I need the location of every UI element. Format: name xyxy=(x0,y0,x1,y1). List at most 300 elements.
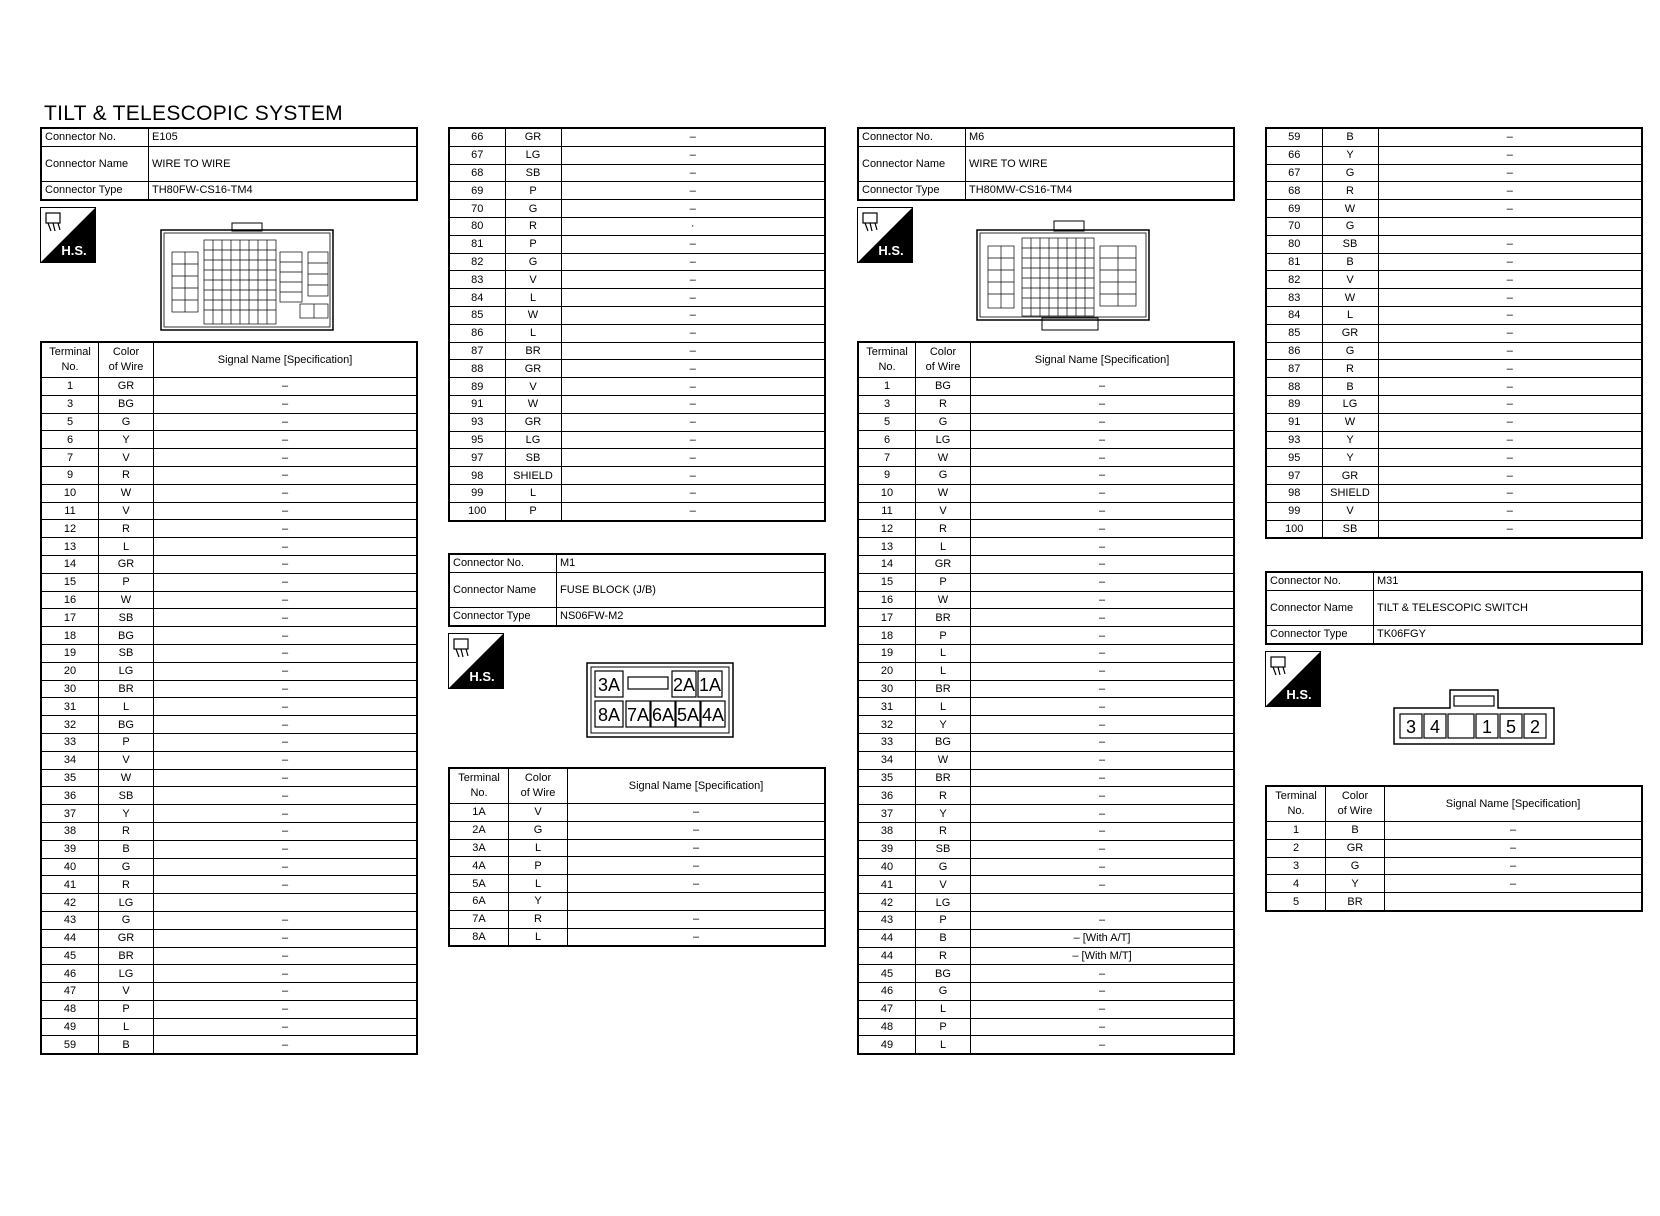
terminal-no-cell: 67 xyxy=(1266,164,1322,182)
table-row xyxy=(1266,164,1642,182)
m31-rows xyxy=(1266,822,1642,911)
table-row xyxy=(858,609,1234,627)
wire-color-cell: BR xyxy=(505,342,561,360)
table-row xyxy=(41,787,417,805)
terminal-no-cell: 13 xyxy=(858,538,916,556)
table-row xyxy=(858,662,1234,680)
signal-name-cell: – xyxy=(561,360,825,378)
wire-color-cell: B xyxy=(1322,253,1378,271)
terminal-header: Terminal No. xyxy=(1266,786,1326,822)
table-row xyxy=(1266,217,1642,235)
signal-name-cell: – xyxy=(568,821,826,839)
terminal-no-cell: 6 xyxy=(858,431,916,449)
terminal-no-cell: 32 xyxy=(41,716,99,734)
wire-color-cell: V xyxy=(99,983,154,1001)
signal-name-cell: – xyxy=(1378,431,1642,449)
terminal-no-cell: 15 xyxy=(41,573,99,591)
signal-header: Signal Name [Specification] xyxy=(568,768,826,804)
wire-color-cell: L xyxy=(509,928,568,946)
terminal-no-cell: 19 xyxy=(41,644,99,662)
terminal-no-cell: 48 xyxy=(858,1018,916,1036)
signal-name-cell: – xyxy=(1378,164,1642,182)
terminal-no-cell: 36 xyxy=(858,787,916,805)
table-row xyxy=(41,751,417,769)
signal-name-cell: – xyxy=(154,983,418,1001)
signal-name-cell: – xyxy=(971,484,1235,502)
wire-color-cell: Y xyxy=(916,716,971,734)
terminal-no-cell: 1A xyxy=(449,804,509,822)
m6-terminal-table xyxy=(857,341,1235,1055)
harness-side-icon xyxy=(1265,651,1321,707)
table-row xyxy=(41,627,417,645)
signal-name-cell: – xyxy=(154,965,418,983)
signal-name-cell: – xyxy=(568,875,826,893)
e105-terminal-table-continued xyxy=(448,127,826,522)
signal-name-cell: – xyxy=(971,591,1235,609)
wire-color-cell: BR xyxy=(916,769,971,787)
signal-name-cell: – xyxy=(154,698,418,716)
table-row xyxy=(858,502,1234,520)
terminal-no-cell: 2A xyxy=(449,821,509,839)
signal-name-cell: – xyxy=(971,466,1235,484)
terminal-no-cell: 9 xyxy=(41,466,99,484)
signal-name-cell: – xyxy=(971,520,1235,538)
table-row xyxy=(858,840,1234,858)
terminal-no-cell: 11 xyxy=(858,502,916,520)
table-row xyxy=(1266,893,1642,911)
table-row xyxy=(41,520,417,538)
pin-label: 6A xyxy=(651,705,675,725)
terminal-no-cell: 10 xyxy=(858,484,916,502)
terminal-no-cell: 15 xyxy=(858,573,916,591)
wire-color-cell: BR xyxy=(916,680,971,698)
signal-name-cell: – xyxy=(154,876,418,894)
terminal-no-cell: 1 xyxy=(1266,822,1326,840)
terminal-no-cell: 44 xyxy=(858,947,916,965)
wire-color-cell: R xyxy=(916,395,971,413)
e105-cont-rows xyxy=(449,128,825,521)
terminal-no-cell: 68 xyxy=(1266,182,1322,200)
connector-name-value: WIRE TO WIRE xyxy=(149,146,418,181)
wire-color-cell: GR xyxy=(916,555,971,573)
table-row xyxy=(41,502,417,520)
table-row xyxy=(1266,431,1642,449)
signal-name-cell: – xyxy=(1378,253,1642,271)
terminal-no-cell: 36 xyxy=(41,787,99,805)
terminal-no-cell: 85 xyxy=(449,306,505,324)
wire-color-cell: BG xyxy=(916,378,971,396)
m6-rows xyxy=(858,378,1234,1055)
signal-name-cell: – xyxy=(154,413,418,431)
signal-name-cell: – xyxy=(154,484,418,502)
wire-color-cell: L xyxy=(916,662,971,680)
signal-name-cell: – xyxy=(1378,484,1642,502)
table-row xyxy=(1266,128,1642,146)
table-row xyxy=(449,271,825,289)
table-row xyxy=(449,484,825,502)
signal-name-cell: – xyxy=(1378,520,1642,538)
wire-color-cell: SB xyxy=(1322,235,1378,253)
table-row xyxy=(449,360,825,378)
signal-name-cell: – xyxy=(154,1018,418,1036)
terminal-no-cell: 95 xyxy=(1266,449,1322,467)
table-row xyxy=(858,680,1234,698)
wire-color-cell: B xyxy=(1322,128,1378,146)
terminal-no-cell: 45 xyxy=(41,947,99,965)
table-row xyxy=(858,627,1234,645)
wire-color-cell: G xyxy=(505,253,561,271)
signal-name-cell: – xyxy=(1378,467,1642,485)
signal-name-cell: – xyxy=(1385,875,1643,893)
signal-name-cell: – xyxy=(971,395,1235,413)
terminal-no-cell: 39 xyxy=(858,840,916,858)
table-row xyxy=(41,484,417,502)
signal-name-cell: – xyxy=(154,466,418,484)
wire-color-cell: G xyxy=(1322,164,1378,182)
m6-connector-info xyxy=(857,127,1235,201)
signal-name-cell: – xyxy=(154,680,418,698)
pin-label: 3 xyxy=(1405,717,1417,737)
m1-terminal-table xyxy=(448,767,826,947)
connector-no-value: M1 xyxy=(557,554,826,572)
wire-color-cell: L xyxy=(916,1036,971,1054)
table-row xyxy=(858,538,1234,556)
wire-color-cell: L xyxy=(509,839,568,857)
wire-color-cell: L xyxy=(1322,306,1378,324)
signal-name-cell: – xyxy=(971,378,1235,396)
table-row xyxy=(41,555,417,573)
wire-color-cell: R xyxy=(99,822,154,840)
wire-color-cell: P xyxy=(916,911,971,929)
wire-color-cell: P xyxy=(99,1000,154,1018)
signal-name-cell: – xyxy=(971,431,1235,449)
table-row xyxy=(41,858,417,876)
color-header: Color of Wire xyxy=(916,342,971,378)
table-row xyxy=(1266,502,1642,520)
signal-name-cell: – xyxy=(154,395,418,413)
wire-color-cell: L xyxy=(505,289,561,307)
table-row xyxy=(449,378,825,396)
wire-color-cell: SB xyxy=(99,609,154,627)
terminal-no-cell: 7A xyxy=(449,910,509,928)
wire-color-cell: R xyxy=(509,910,568,928)
signal-name-cell: – xyxy=(1378,378,1642,396)
table-row xyxy=(41,965,417,983)
terminal-no-cell: 91 xyxy=(1266,413,1322,431)
table-row xyxy=(858,484,1234,502)
wire-color-cell: R xyxy=(99,876,154,894)
table-row xyxy=(858,716,1234,734)
signal-name-cell: – xyxy=(561,342,825,360)
wire-color-cell: V xyxy=(916,502,971,520)
connector-type-label: Connector Type xyxy=(1266,625,1374,643)
terminal-no-cell: 99 xyxy=(449,484,505,502)
signal-name-cell xyxy=(971,894,1235,912)
table-row xyxy=(1266,271,1642,289)
signal-name-cell: – xyxy=(1378,146,1642,164)
signal-name-cell: – xyxy=(561,306,825,324)
terminal-no-cell: 87 xyxy=(449,342,505,360)
terminal-no-cell: 41 xyxy=(41,876,99,894)
wire-color-cell: L xyxy=(99,538,154,556)
wire-color-cell: W xyxy=(1322,413,1378,431)
terminal-no-cell: 31 xyxy=(41,698,99,716)
terminal-no-cell: 31 xyxy=(858,698,916,716)
signal-name-cell: – [With M/T] xyxy=(971,947,1235,965)
table-row xyxy=(449,306,825,324)
wire-color-cell: P xyxy=(505,502,561,520)
wire-color-cell: BR xyxy=(99,947,154,965)
wire-color-cell: L xyxy=(99,1018,154,1036)
signal-name-cell: – xyxy=(1385,822,1643,840)
wire-color-cell: R xyxy=(916,822,971,840)
m31-connector-face xyxy=(1392,688,1556,746)
wire-color-cell: G xyxy=(916,858,971,876)
wire-color-cell: W xyxy=(1322,200,1378,218)
m6-connector-face xyxy=(976,220,1150,332)
wire-color-cell: GR xyxy=(505,413,561,431)
wire-color-cell: B xyxy=(1322,378,1378,396)
wire-color-cell: P xyxy=(505,235,561,253)
pin-label: 3A xyxy=(597,675,621,695)
wire-color-cell: BG xyxy=(99,395,154,413)
connector-no-label: Connector No. xyxy=(41,128,149,146)
wire-color-cell: G xyxy=(1326,857,1385,875)
signal-name-cell: – xyxy=(971,555,1235,573)
table-row xyxy=(449,164,825,182)
connector-name-value: WIRE TO WIRE xyxy=(966,146,1235,181)
terminal-no-cell: 70 xyxy=(1266,217,1322,235)
table-row xyxy=(858,555,1234,573)
signal-name-cell xyxy=(154,894,418,912)
signal-name-cell: – xyxy=(971,876,1235,894)
signal-name-cell: – xyxy=(154,751,418,769)
wire-color-cell: W xyxy=(916,751,971,769)
signal-name-cell: – xyxy=(154,644,418,662)
signal-name-cell: – xyxy=(971,805,1235,823)
connector-type-value: TK06FGY xyxy=(1374,625,1643,643)
table-row xyxy=(858,1036,1234,1054)
signal-header: Signal Name [Specification] xyxy=(971,342,1235,378)
signal-header: Signal Name [Specification] xyxy=(154,342,418,378)
terminal-no-cell: 34 xyxy=(41,751,99,769)
signal-name-cell: – xyxy=(1378,395,1642,413)
terminal-no-cell: 84 xyxy=(449,289,505,307)
terminal-no-cell: 35 xyxy=(41,769,99,787)
signal-name-cell: – xyxy=(154,431,418,449)
terminal-no-cell: 17 xyxy=(858,609,916,627)
terminal-no-cell: 40 xyxy=(858,858,916,876)
wire-color-cell: Y xyxy=(1322,431,1378,449)
wire-color-cell: W xyxy=(916,484,971,502)
terminal-no-cell: 66 xyxy=(449,128,505,146)
table-row xyxy=(858,520,1234,538)
signal-name-cell: – xyxy=(971,662,1235,680)
terminal-no-cell: 80 xyxy=(1266,235,1322,253)
terminal-no-cell: 87 xyxy=(1266,360,1322,378)
table-row xyxy=(449,502,825,520)
table-row xyxy=(1266,467,1642,485)
signal-name-cell: – xyxy=(1378,128,1642,146)
wire-color-cell: R xyxy=(505,217,561,235)
table-row xyxy=(1266,822,1642,840)
terminal-no-cell: 40 xyxy=(41,858,99,876)
wire-color-cell: BG xyxy=(99,716,154,734)
table-row xyxy=(41,395,417,413)
table-row xyxy=(41,680,417,698)
signal-name-cell: – xyxy=(154,733,418,751)
terminal-no-cell: 89 xyxy=(449,378,505,396)
wire-color-cell: G xyxy=(99,858,154,876)
table-row xyxy=(41,911,417,929)
terminal-no-cell: 81 xyxy=(1266,253,1322,271)
signal-name-cell: – xyxy=(561,235,825,253)
connector-no-value: E105 xyxy=(149,128,418,146)
wire-color-cell: V xyxy=(916,876,971,894)
wire-color-cell: Y xyxy=(1322,449,1378,467)
signal-name-cell: – xyxy=(568,910,826,928)
signal-name-cell: – xyxy=(154,555,418,573)
signal-name-cell: – xyxy=(971,983,1235,1001)
terminal-no-cell: 18 xyxy=(858,627,916,645)
wire-color-cell: LG xyxy=(99,894,154,912)
signal-name-cell: – xyxy=(971,858,1235,876)
table-row xyxy=(449,128,825,146)
terminal-no-cell: 38 xyxy=(858,822,916,840)
signal-name-cell: – xyxy=(971,609,1235,627)
table-row xyxy=(449,182,825,200)
signal-name-cell: – xyxy=(561,146,825,164)
table-row xyxy=(1266,306,1642,324)
terminal-no-cell: 1 xyxy=(858,378,916,396)
connector-type-label: Connector Type xyxy=(41,181,149,199)
m6-cont-rows xyxy=(1266,128,1642,538)
terminal-no-cell: 39 xyxy=(41,840,99,858)
wire-color-cell: R xyxy=(916,520,971,538)
wire-color-cell: G xyxy=(916,983,971,1001)
connector-type-value: NS06FW-M2 xyxy=(557,607,826,625)
table-row xyxy=(449,910,825,928)
terminal-no-cell: 38 xyxy=(41,822,99,840)
table-row xyxy=(449,449,825,467)
terminal-no-cell: 93 xyxy=(449,413,505,431)
wire-color-cell: P xyxy=(916,627,971,645)
terminal-no-cell: 37 xyxy=(41,805,99,823)
terminal-no-cell: 33 xyxy=(858,733,916,751)
terminal-no-cell: 2 xyxy=(1266,839,1326,857)
terminal-no-cell: 42 xyxy=(41,894,99,912)
wire-color-cell: G xyxy=(1322,217,1378,235)
table-row xyxy=(1266,235,1642,253)
terminal-no-cell: 5 xyxy=(858,413,916,431)
table-row xyxy=(449,928,825,946)
terminal-no-cell: 6A xyxy=(449,892,509,910)
table-row xyxy=(858,413,1234,431)
table-row xyxy=(858,858,1234,876)
signal-name-cell: – xyxy=(154,662,418,680)
wire-color-cell: P xyxy=(99,573,154,591)
wire-color-cell: SHIELD xyxy=(505,467,561,485)
signal-name-cell: – xyxy=(971,627,1235,645)
signal-name-cell: – xyxy=(1378,360,1642,378)
pin-label: 2A xyxy=(672,675,696,695)
hs-badge-text: H.S. xyxy=(61,243,87,258)
terminal-no-cell: 35 xyxy=(858,769,916,787)
wire-color-cell: R xyxy=(99,520,154,538)
table-row xyxy=(858,805,1234,823)
wire-color-cell: B xyxy=(916,929,971,947)
signal-name-cell: – xyxy=(154,378,418,396)
pin-label: 1 xyxy=(1481,717,1493,737)
wire-color-cell: LG xyxy=(99,965,154,983)
wire-color-cell: P xyxy=(916,573,971,591)
signal-name-cell: – xyxy=(154,538,418,556)
table-row xyxy=(1266,200,1642,218)
hs-badge-text: H.S. xyxy=(469,669,495,684)
table-row xyxy=(858,787,1234,805)
terminal-no-cell: 43 xyxy=(858,911,916,929)
wire-color-cell: R xyxy=(1322,360,1378,378)
table-row xyxy=(858,395,1234,413)
signal-name-cell: – xyxy=(154,520,418,538)
table-row xyxy=(41,413,417,431)
wire-color-cell: LG xyxy=(99,662,154,680)
terminal-no-cell: 69 xyxy=(1266,200,1322,218)
wire-color-cell: LG xyxy=(916,431,971,449)
wire-color-cell: V xyxy=(99,751,154,769)
signal-name-cell: – xyxy=(561,502,825,520)
wire-color-cell: BG xyxy=(916,733,971,751)
signal-name-cell: – xyxy=(154,947,418,965)
connector-no-label: Connector No. xyxy=(449,554,557,572)
signal-name-cell: – xyxy=(1378,306,1642,324)
signal-name-cell: – xyxy=(154,573,418,591)
wire-color-cell: GR xyxy=(1326,839,1385,857)
terminal-no-cell: 100 xyxy=(1266,520,1322,538)
terminal-no-cell: 49 xyxy=(41,1018,99,1036)
connector-name-value: TILT & TELESCOPIC SWITCH xyxy=(1374,590,1643,625)
terminal-no-cell: 7 xyxy=(41,449,99,467)
signal-name-cell: – xyxy=(971,769,1235,787)
signal-name-cell: – xyxy=(1378,449,1642,467)
wire-color-cell: V xyxy=(505,378,561,396)
signal-name-cell: – xyxy=(154,1036,418,1054)
signal-name-cell: – xyxy=(561,413,825,431)
pin-label: 4A xyxy=(701,705,725,725)
terminal-no-cell: 34 xyxy=(858,751,916,769)
terminal-no-cell: 3 xyxy=(41,395,99,413)
signal-name-cell: – xyxy=(971,840,1235,858)
color-header: Color of Wire xyxy=(1326,786,1385,822)
connector-name-label: Connector Name xyxy=(449,572,557,607)
signal-name-cell: – xyxy=(971,573,1235,591)
e105-connector-info xyxy=(40,127,418,201)
terminal-no-cell: 12 xyxy=(858,520,916,538)
wire-color-cell: B xyxy=(1326,822,1385,840)
m31-connector-info xyxy=(1265,571,1643,645)
harness-side-icon xyxy=(448,633,504,689)
table-row xyxy=(449,839,825,857)
wire-color-cell: BR xyxy=(1326,893,1385,911)
signal-name-cell: – xyxy=(971,413,1235,431)
table-row xyxy=(858,644,1234,662)
wire-color-cell: Y xyxy=(99,431,154,449)
table-row xyxy=(858,822,1234,840)
table-row xyxy=(1266,413,1642,431)
terminal-no-cell: 85 xyxy=(1266,324,1322,342)
table-row xyxy=(449,289,825,307)
color-header: Color of Wire xyxy=(509,768,568,804)
